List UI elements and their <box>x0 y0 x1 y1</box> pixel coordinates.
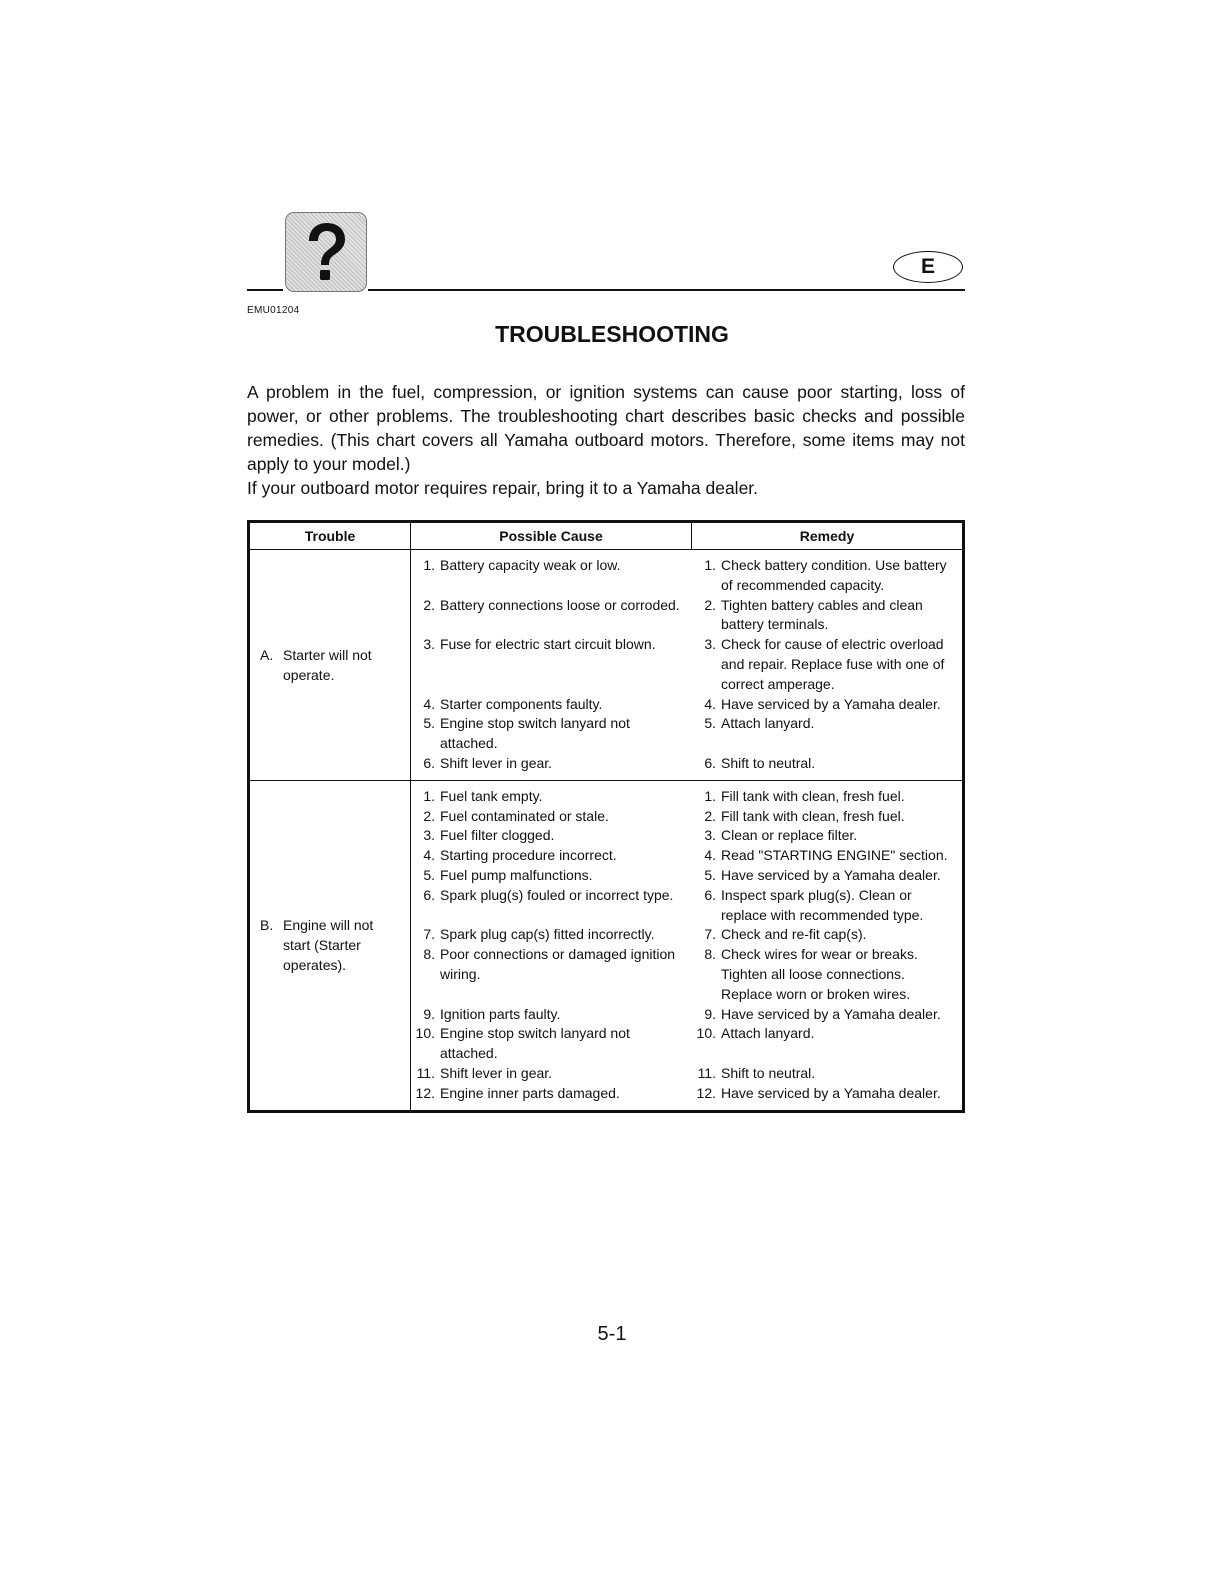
remedy-item <box>692 556 962 596</box>
item-number: 6. <box>423 754 435 771</box>
remedy-item-text: Check wires for wear or breaks. Tighten all loose connections. Replace worn or broken wires. <box>721 946 918 1002</box>
cause-item <box>411 925 692 945</box>
item-number: 10. <box>415 1025 435 1042</box>
item-number: 6. <box>704 754 716 771</box>
table-row <box>411 925 962 945</box>
trouble-text: Starter will not operate. <box>283 646 372 683</box>
item-number: 2. <box>423 807 435 824</box>
trouble-label: B. <box>260 917 274 934</box>
remedy-item-text: Tighten battery cables and clean battery terminals. <box>721 596 923 633</box>
table-row <box>411 635 962 694</box>
remedy-item <box>692 1064 962 1084</box>
remedy-item-text: Have serviced by a Yamaha dealer. <box>721 695 941 712</box>
item-number: 6. <box>423 886 435 903</box>
cause-item <box>411 556 692 576</box>
item-number: 11. <box>416 1064 435 1081</box>
item-number: 4. <box>423 695 435 712</box>
remedy-item-text: Attach lanyard. <box>721 715 815 732</box>
table-row <box>411 866 962 886</box>
item-number: 5. <box>423 866 435 883</box>
cause-item-text: Battery capacity weak or low. <box>440 557 621 573</box>
cause-item-text: Poor connections or damaged ignition wiring. <box>440 946 676 982</box>
item-number: 12. <box>696 1084 716 1101</box>
header-rule-left <box>247 289 283 291</box>
item-number: 5. <box>423 715 435 732</box>
troubleshooting-table <box>247 520 965 1113</box>
question-mark-glyph <box>296 219 356 285</box>
cause-item-text: Engine inner parts damaged. <box>440 1084 620 1101</box>
item-number: 3. <box>704 827 716 844</box>
cause-item-text: Ignition parts faulty. <box>440 1005 561 1022</box>
item-number: 4. <box>704 695 716 712</box>
cause-item <box>411 866 692 886</box>
trouble-text: Engine will not start (Starter operates). <box>283 917 374 974</box>
cause-item-text: Fuel pump malfunctions. <box>440 866 593 883</box>
cause-item-text: Fuel filter clogged. <box>440 827 555 844</box>
table-row <box>411 1024 962 1064</box>
page-number: 5-1 <box>597 1323 627 1345</box>
item-number: 3. <box>704 636 716 653</box>
rows-cell <box>411 780 964 1111</box>
cause-item <box>411 807 692 827</box>
table-row <box>411 1084 962 1104</box>
cause-item <box>411 826 692 846</box>
remedy-item-text: Clean or replace filter. <box>721 827 858 844</box>
table-row <box>411 826 962 846</box>
item-number: 4. <box>704 847 716 864</box>
remedy-item-text: Shift to neutral. <box>721 1064 816 1081</box>
cause-item <box>411 1024 692 1064</box>
cause-item-text: Fuel contaminated or stale. <box>440 807 609 824</box>
language-badge: E <box>893 251 963 283</box>
remedy-item-text: Read "STARTING ENGINE" section. <box>721 847 948 864</box>
remedy-item <box>692 807 962 827</box>
item-number: 1. <box>423 787 435 804</box>
remedy-item <box>692 886 962 926</box>
table-row <box>411 945 962 1004</box>
remedy-item-text: Attach lanyard. <box>721 1025 815 1042</box>
item-number: 7. <box>423 926 435 943</box>
table-row <box>411 596 962 636</box>
item-number: 9. <box>704 1005 716 1022</box>
table-row <box>411 556 962 596</box>
cause-item-text: Fuse for electric start circuit blown. <box>440 636 656 653</box>
cause-item <box>411 945 692 985</box>
cause-item-text: Fuel tank empty. <box>440 787 543 804</box>
remedy-item-text: Check battery condition. Use battery of recommended capacity. <box>721 557 947 593</box>
section-rows <box>411 550 962 780</box>
cause-item-text: Shift lever in gear. <box>440 1064 553 1081</box>
item-number: 5. <box>704 866 716 883</box>
document-code: EMU01204 <box>247 305 300 316</box>
cause-item <box>411 787 692 807</box>
intro-paragraph-1: A problem in the fuel, compression, or ignition systems can cause poor starting, loss of power, or other problems. The troubleshooting chart describes basic checks and possible remedies. (This chart covers all Yamaha outboard motors. Therefore, some items may not apply to your model.) <box>247 382 965 474</box>
cause-item <box>411 1064 692 1084</box>
section-rows <box>411 781 962 1110</box>
remedy-item <box>692 714 962 734</box>
item-number: 9. <box>423 1005 435 1022</box>
table-row <box>411 846 962 866</box>
cause-item <box>411 695 692 715</box>
cause-item <box>411 1005 692 1025</box>
remedy-item <box>692 846 962 866</box>
remedy-item-text: Check for cause of electric overload and repair. Replace fuse with one of correct amperage. <box>721 636 945 692</box>
header-remedy: Remedy <box>692 522 964 550</box>
table-row <box>411 695 962 715</box>
cause-item-text: Shift lever in gear. <box>440 754 553 771</box>
item-number: 3. <box>423 827 435 844</box>
remedy-item <box>692 1005 962 1025</box>
item-number: 1. <box>423 557 435 573</box>
intro-text <box>247 380 965 500</box>
item-number: 2. <box>704 596 716 613</box>
remedy-item-text: Check and re-fit cap(s). <box>721 926 867 943</box>
cause-item <box>411 846 692 866</box>
remedy-item <box>692 925 962 945</box>
table-row-section-b <box>249 780 964 1111</box>
table-row <box>411 787 962 807</box>
table-row <box>411 754 962 774</box>
header-trouble: Trouble <box>249 522 411 550</box>
item-number: 2. <box>704 807 716 824</box>
remedy-item-text: Fill tank with clean, fresh fuel. <box>721 787 905 804</box>
table-header-row <box>249 522 964 550</box>
cause-item <box>411 886 692 906</box>
item-number: 7. <box>704 926 716 943</box>
cause-item-text: Battery connections loose or corroded. <box>440 596 680 613</box>
cause-item <box>411 635 692 655</box>
remedy-item <box>692 1024 962 1044</box>
page-title: TROUBLESHOOTING <box>495 321 729 347</box>
table-row <box>411 1005 962 1025</box>
cause-item-text: Spark plug(s) fouled or incorrect type. <box>440 886 674 903</box>
item-number: 8. <box>704 946 716 963</box>
trouble-entry <box>250 645 410 685</box>
item-number: 1. <box>704 557 716 573</box>
cause-item <box>411 596 692 616</box>
item-number: 10. <box>696 1025 716 1042</box>
trouble-label: A. <box>260 646 274 663</box>
remedy-item-text: Shift to neutral. <box>721 754 816 771</box>
item-number: 6. <box>704 886 716 903</box>
item-number: 4. <box>423 847 435 864</box>
cause-item <box>411 1084 692 1104</box>
remedy-item-text: Have serviced by a Yamaha dealer. <box>721 1005 941 1022</box>
table-row <box>411 1064 962 1084</box>
item-number: 3. <box>423 636 435 653</box>
remedy-item <box>692 787 962 807</box>
rows-cell <box>411 550 964 781</box>
remedy-item <box>692 635 962 694</box>
item-number: 11. <box>697 1064 716 1081</box>
remedy-item <box>692 866 962 886</box>
remedy-item <box>692 695 962 715</box>
remedy-item-text: Have serviced by a Yamaha dealer. <box>721 1084 941 1101</box>
remedy-item-text: Have serviced by a Yamaha dealer. <box>721 866 941 883</box>
item-number: 2. <box>423 596 435 613</box>
item-number: 12. <box>415 1084 435 1101</box>
cause-item-text: Starter components faulty. <box>440 695 603 712</box>
cause-item <box>411 714 692 754</box>
question-mark-icon <box>285 212 367 292</box>
table-row <box>411 886 962 926</box>
cause-item-text: Spark plug cap(s) fitted incorrectly. <box>440 926 655 943</box>
cause-item-text: Engine stop switch lanyard not attached. <box>440 715 630 752</box>
remedy-item-text: Inspect spark plug(s). Clean or replace with recommended type. <box>721 886 924 923</box>
trouble-entry <box>250 915 410 975</box>
remedy-item <box>692 754 962 774</box>
trouble-cell <box>249 550 411 781</box>
item-number: 8. <box>423 946 435 963</box>
intro-paragraph-2: If your outboard motor requires repair, bring it to a Yamaha dealer. <box>247 478 759 498</box>
table-row-section-a <box>249 550 964 781</box>
item-number: 1. <box>704 787 716 804</box>
header-rule-right <box>368 289 965 291</box>
table-row <box>411 807 962 827</box>
remedy-item-text: Fill tank with clean, fresh fuel. <box>721 807 905 824</box>
remedy-item <box>692 1084 962 1104</box>
header-cause: Possible Cause <box>411 522 692 550</box>
remedy-item <box>692 945 962 1004</box>
cause-item <box>411 754 692 774</box>
trouble-cell <box>249 780 411 1111</box>
cause-item-text: Starting procedure incorrect. <box>440 847 617 864</box>
cause-item-text: Engine stop switch lanyard not attached. <box>440 1025 630 1062</box>
item-number: 5. <box>704 715 716 732</box>
table-row <box>411 714 962 754</box>
remedy-item <box>692 826 962 846</box>
remedy-item <box>692 596 962 636</box>
